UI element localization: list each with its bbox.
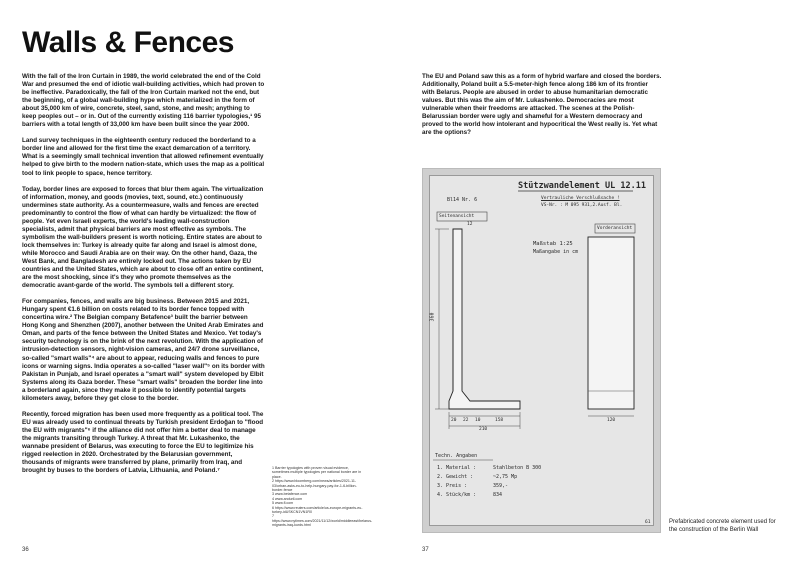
right-column-text (422, 73, 662, 145)
scale-unit-label: Maßangabe in cm (533, 249, 579, 255)
footnote: 6 https://www.reuters.com/article/us-europe-migrants-eu-turkey-idUSKCN1VN1R0 (272, 505, 363, 515)
spec-label: 1. Material : (437, 465, 477, 471)
drawing-heading: Stützwandelement UL 12.11 (518, 181, 646, 191)
side-view-label: Seitenansicht (439, 214, 475, 219)
footnote: 2 https://www.bloomberg.com/news/articles/2021-11-03/orban-asks-eu-to-help-hungary-pay-for-1-6-billion-border-fence (272, 479, 357, 493)
dimension-bottom-2: 22 (463, 418, 469, 423)
drawing-sheet-number: Bl14 Nr. 6 (447, 197, 478, 203)
dimension-bottom-1: 20 (451, 418, 457, 423)
technical-drawing-photo (422, 168, 661, 533)
footnote: 4 www.anduril.com (272, 496, 303, 501)
paragraph: For companies, fences, and walls are big business. Between 2015 and 2021, Hungary spent €1.6 billion on costs related to its border fence topped with concertina wire.² The Belgian company Betafence³ built the barrier between Hong Kong and Shenzhen (2007), another between the United Arab Emirates and Oman, and parts of the fence between the United States and Mexico. Yet today's security technology is on the brink of the next revolution. With the application of intrusion-detection sensors, night-vision cameras, and 24/7 drone surveillance, so-called "smart walls"⁴ are about to appear, reducing walls and fences to pure icons or warning signs. India operates a so-called "laser wall"⁵ on its border with Pakistan in Punjab, and Israel operates a "smart wall" system developed by Elbit Systems along its Gaza border. These "smart walls" broaden the border line into a borderland again, since they make it possible to identify potential targets kilometers away, before they get close to the border. (22, 298, 265, 402)
paragraph: The EU and Poland saw this as a form of hybrid warfare and closed the borders. Additionally, Poland built a 5.5-meter-high fence along 186 km of its frontier with Belarus. People are abused in order to abuse humanitarian democratic values. But this was the aim of Mr. Lukashenko. Democracies are most vulnerable when their freedoms are attacked. The scenes at the Polish-Belarussian border were ugly and shameful for a Western democracy and proved to the world how intolerant and hypocritical the West really is. Yet what are the options? (422, 73, 662, 137)
page-number-left: 36 (22, 547, 29, 553)
page-number-right: 37 (422, 547, 429, 553)
dimension-width: 120 (607, 418, 616, 423)
dimension-bottom-4: 158 (495, 418, 504, 423)
paragraph: Today, border lines are exposed to forces that blur them again. The virtualization of information, money, and goods (movies, text, sound, etc.) continuously undermines state authority. As a countermeasure, walls and fences are erected predominantly to control the flow of what can hardly be virtualized: the flow of people. Yet even Israeli experts, the world's leading wall-construction specialists, admit that physical barriers are most effective as symbols. The symbolism the wall-builders present is worth noticing. Entire states are about to lock themselves in: Turkey is already quite far along and Israel is almost done, while Morocco and Saudi Arabia are on their way. On the other hand, Gaza, the West Bank, and Bangladesh are entirely locked out. The actions taken by EU countries and the United States, which are about to close off an entire continent, are the most shocking, since it's they who promote themselves as the democratic avant-garde of the world. The symbols tell a different story. (22, 185, 264, 290)
paragraph: Land survey techniques in the eighteenth century reduced the borderland to a border line and allowed for the first time the exact demarcation of a territory. What is a seemingly small technical invention that allowed refinement eventually helped to give birth to the modern nation-state, which uses the map as a political tool to link people to space, hence territory. (22, 137, 265, 177)
front-view-label: Vorderansicht (597, 226, 633, 231)
footnote: 7 https://www.nytimes.com/2021/11/12/world/middleeast/belarus-migrants-iraq-kurds.html (272, 514, 373, 528)
photo-caption: Prefabricated concrete element used for the construction of the Berlin Wall (669, 519, 776, 533)
dimension-total: 210 (479, 427, 488, 432)
drawing-classification-number: VS-Nr. : M 095 931,2.Ausf. Bl. (541, 203, 623, 208)
page-title: Walls & Fences (22, 26, 234, 59)
dimension-bottom-3: 10 (475, 418, 481, 423)
footnote: 3 www.betafence.com (272, 492, 308, 497)
left-column-text (22, 73, 265, 483)
spec-value: Stahlbeton B 300 (493, 465, 542, 471)
paragraph: With the fall of the Iron Curtain in 1989, the world celebrated the end of the Cold War and presumed the end of idiotic wall-building activities, which had proven to be ineffective. Paradoxically, the fall of the Iron Curtain marked not the end, but the beginning, of a global wall-building hype which materialized in the form of about 35,000 km of wire, concrete, steel, sand, stone, and mesh; anything to keep peoples out – or in. Out of the currently existing 116 barrier typologies,¹ 95 barriers with a total length of 33,000 km have been built since the year 2000. (22, 73, 265, 129)
footnotes (272, 466, 373, 528)
paragraph: Recently, forced migration has been used more frequently as a political tool. The EU was already used to continual threats by Turkish president Erdoğan to "flood the EU with migrants"⁶ if the alliance did not offer him a better deal to manage the migrants transiting through Turkey. A threat that Mr. Lukashenko, the wannabe president of Belarus, was executing to force the EU to legitimize his rigged reelection in 2020. Orchestrated by the Belarusian government, thousands of migrants were transferred by plane, primarily from Iraq, and brought by buses to the borders of Latvia, Lithuania, and Poland.⁷ (22, 410, 264, 475)
specs-title: Techn. Angaben (435, 453, 478, 459)
spec-label: 4. Stück/km : (437, 492, 477, 498)
footnote: 5 www.fl.com (272, 501, 294, 506)
spec-value: 359,- (493, 483, 509, 489)
spec-value: ~2,75 Mp (493, 474, 518, 480)
dimension-top: 12 (467, 222, 473, 227)
spec-label: 2. Gewicht : (437, 474, 474, 480)
scale-label: Maßstab 1:25 (533, 241, 573, 247)
spec-value: 834 (493, 492, 503, 498)
spec-label: 3. Preis : (437, 483, 468, 489)
dimension-height: 360 (429, 312, 436, 322)
drawing-page-mark: 61 (645, 520, 651, 525)
footnote: 1 Barrier typologies with proven visual evidence, sometimes multiple typologies per national border are in place. (272, 466, 362, 479)
drawing-classification: Vertrauliche Verschlußsache ! (541, 196, 620, 201)
